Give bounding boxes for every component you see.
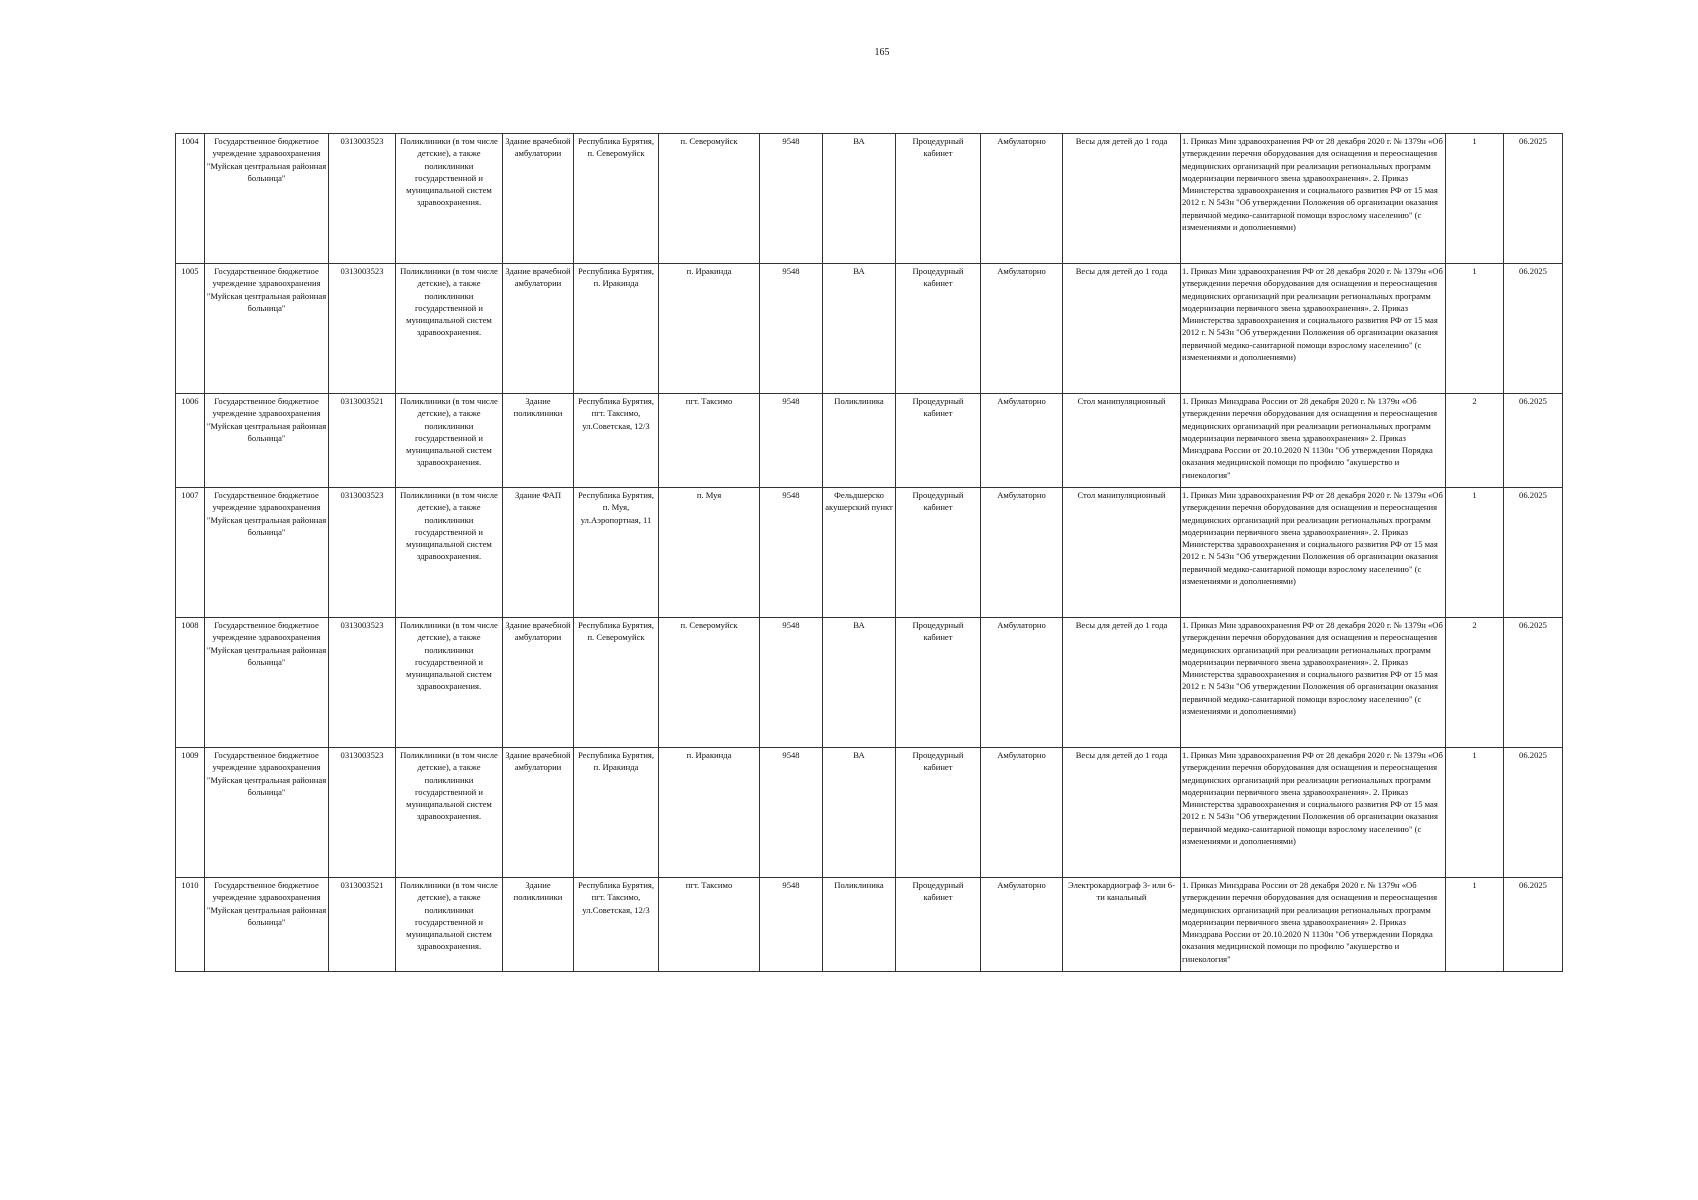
cell-num: 1004 <box>176 134 205 264</box>
cell-settlement: п. Иракинда <box>659 748 760 878</box>
cell-code: 9548 <box>760 264 823 394</box>
cell-inn: 0313003521 <box>329 878 396 972</box>
cell-org: Государственное бюджетное учреждение здравоохранения "Муйская центральная районная больница" <box>205 618 329 748</box>
cell-building: Здание врачебной амбулатории <box>503 748 574 878</box>
table-body <box>176 134 1563 972</box>
cell-room: Процедурный кабинет <box>896 618 981 748</box>
cell-qty: 1 <box>1446 878 1504 972</box>
table-row <box>176 264 1563 394</box>
table-row <box>176 878 1563 972</box>
cell-care: Амбулаторно <box>981 618 1063 748</box>
cell-org: Государственное бюджетное учреждение здравоохранения "Муйская центральная районная больница" <box>205 748 329 878</box>
cell-qty: 1 <box>1446 748 1504 878</box>
cell-address: Республика Бурятия, п. Муя, ул.Аэропортная, 11 <box>574 488 659 618</box>
cell-building: Здание поликлиники <box>503 394 574 488</box>
cell-num: 1008 <box>176 618 205 748</box>
cell-date: 06.2025 <box>1504 134 1563 264</box>
cell-care: Амбулаторно <box>981 134 1063 264</box>
cell-basis: 1. Приказ Мин здравоохранения РФ от 28 декабря 2020 г. № 1379н «Об утверждении перечня оборудования для оснащения и переоснащения медицинских организаций при реализации региональных программ модернизации первичного звена здравоохранения». 2. Приказ Министерства здравоохранения и социального развития РФ от 15 мая 2012 г. N 543н "Об утверждении Положения об организации оказания первичной медико-санитарной помощи взрослому населению" (с изменениями и дополнениями) <box>1181 748 1446 878</box>
cell-address: Республика Бурятия, пгт. Таксимо, ул.Советская, 12/3 <box>574 878 659 972</box>
cell-room: Процедурный кабинет <box>896 748 981 878</box>
cell-qty: 2 <box>1446 394 1504 488</box>
cell-settlement: п. Северомуйск <box>659 134 760 264</box>
cell-profile: Поликлиники (в том числе детские), а также поликлиники государственной и муниципальной систем здравоохранения. <box>396 878 503 972</box>
cell-org: Государственное бюджетное учреждение здравоохранения "Муйская центральная районная больница" <box>205 394 329 488</box>
cell-inn: 0313003523 <box>329 264 396 394</box>
cell-room: Процедурный кабинет <box>896 394 981 488</box>
cell-settlement: пгт. Таксимо <box>659 394 760 488</box>
cell-settlement: п. Муя <box>659 488 760 618</box>
cell-type: ВА <box>823 264 896 394</box>
cell-profile: Поликлиники (в том числе детские), а также поликлиники государственной и муниципальной систем здравоохранения. <box>396 618 503 748</box>
cell-type: Поликлиника <box>823 394 896 488</box>
cell-address: Республика Бурятия, п. Иракинда <box>574 748 659 878</box>
cell-num: 1010 <box>176 878 205 972</box>
cell-type: ВА <box>823 618 896 748</box>
cell-qty: 1 <box>1446 264 1504 394</box>
cell-building: Здание ФАП <box>503 488 574 618</box>
cell-address: Республика Бурятия, п. Северомуйск <box>574 134 659 264</box>
cell-building: Здание врачебной амбулатории <box>503 264 574 394</box>
cell-code: 9548 <box>760 748 823 878</box>
cell-qty: 2 <box>1446 618 1504 748</box>
page-number: 165 <box>874 47 890 58</box>
cell-date: 06.2025 <box>1504 488 1563 618</box>
cell-org: Государственное бюджетное учреждение здравоохранения "Муйская центральная районная больница" <box>205 134 329 264</box>
cell-care: Амбулаторно <box>981 264 1063 394</box>
table-row <box>176 748 1563 878</box>
cell-settlement: п. Иракинда <box>659 264 760 394</box>
cell-basis: 1. Приказ Минздрава России от 28 декабря 2020 г. № 1379н «Об утверждении перечня оборудования для оснащения и переоснащения медицинских организаций при реализации региональных программ модернизации первичного звена здравоохранения» 2. Приказ Минздрава России от 20.10.2020 N 1130н "Об утверждении Порядка оказания медицинской помощи по профилю "акушерство и гинекология" <box>1181 394 1446 488</box>
cell-room: Процедурный кабинет <box>896 264 981 394</box>
cell-code: 9548 <box>760 134 823 264</box>
cell-inn: 0313003523 <box>329 748 396 878</box>
cell-date: 06.2025 <box>1504 748 1563 878</box>
cell-care: Амбулаторно <box>981 748 1063 878</box>
cell-room: Процедурный кабинет <box>896 134 981 264</box>
table-row <box>176 394 1563 488</box>
cell-settlement: пгт. Таксимо <box>659 878 760 972</box>
cell-equipment: Весы для детей до 1 года <box>1063 748 1181 878</box>
cell-date: 06.2025 <box>1504 264 1563 394</box>
cell-type: Поликлиника <box>823 878 896 972</box>
cell-basis: 1. Приказ Мин здравоохранения РФ от 28 декабря 2020 г. № 1379н «Об утверждении перечня оборудования для оснащения и переоснащения медицинских организаций при реализации региональных программ модернизации первичного звена здравоохранения». 2. Приказ Министерства здравоохранения и социального развития РФ от 15 мая 2012 г. N 543н "Об утверждении Положения об организации оказания первичной медико-санитарной помощи взрослому населению" (с изменениями и дополнениями) <box>1181 264 1446 394</box>
cell-date: 06.2025 <box>1504 394 1563 488</box>
cell-org: Государственное бюджетное учреждение здравоохранения "Муйская центральная районная больница" <box>205 264 329 394</box>
cell-equipment: Электрокардиограф 3- или 6-ти канальный <box>1063 878 1181 972</box>
cell-room: Процедурный кабинет <box>896 878 981 972</box>
cell-profile: Поликлиники (в том числе детские), а также поликлиники государственной и муниципальной систем здравоохранения. <box>396 488 503 618</box>
cell-code: 9548 <box>760 488 823 618</box>
cell-room: Процедурный кабинет <box>896 488 981 618</box>
cell-org: Государственное бюджетное учреждение здравоохранения "Муйская центральная районная больница" <box>205 488 329 618</box>
cell-inn: 0313003523 <box>329 488 396 618</box>
cell-num: 1006 <box>176 394 205 488</box>
cell-qty: 1 <box>1446 134 1504 264</box>
cell-equipment: Весы для детей до 1 года <box>1063 134 1181 264</box>
cell-building: Здание врачебной амбулатории <box>503 134 574 264</box>
cell-equipment: Весы для детей до 1 года <box>1063 618 1181 748</box>
cell-address: Республика Бурятия, п. Иракинда <box>574 264 659 394</box>
cell-date: 06.2025 <box>1504 618 1563 748</box>
cell-code: 9548 <box>760 618 823 748</box>
cell-equipment: Стол манипуляционный <box>1063 488 1181 618</box>
cell-code: 9548 <box>760 878 823 972</box>
cell-care: Амбулаторно <box>981 878 1063 972</box>
cell-profile: Поликлиники (в том числе детские), а также поликлиники государственной и муниципальной систем здравоохранения. <box>396 134 503 264</box>
cell-equipment: Весы для детей до 1 года <box>1063 264 1181 394</box>
cell-num: 1007 <box>176 488 205 618</box>
cell-org: Государственное бюджетное учреждение здравоохранения "Муйская центральная районная больница" <box>205 878 329 972</box>
cell-equipment: Стол манипуляционный <box>1063 394 1181 488</box>
cell-type: Фельдшерско акушерский пункт <box>823 488 896 618</box>
cell-code: 9548 <box>760 394 823 488</box>
cell-profile: Поликлиники (в том числе детские), а также поликлиники государственной и муниципальной систем здравоохранения. <box>396 748 503 878</box>
cell-profile: Поликлиники (в том числе детские), а также поликлиники государственной и муниципальной систем здравоохранения. <box>396 394 503 488</box>
cell-basis: 1. Приказ Мин здравоохранения РФ от 28 декабря 2020 г. № 1379н «Об утверждении перечня оборудования для оснащения и переоснащения медицинских организаций при реализации региональных программ модернизации первичного звена здравоохранения». 2. Приказ Министерства здравоохранения и социального развития РФ от 15 мая 2012 г. N 543н "Об утверждении Положения об организации оказания первичной медико-санитарной помощи взрослому населению" (с изменениями и дополнениями) <box>1181 618 1446 748</box>
cell-num: 1005 <box>176 264 205 394</box>
table-row <box>176 618 1563 748</box>
cell-care: Амбулаторно <box>981 394 1063 488</box>
cell-basis: 1. Приказ Мин здравоохранения РФ от 28 декабря 2020 г. № 1379н «Об утверждении перечня оборудования для оснащения и переоснащения медицинских организаций при реализации региональных программ модернизации первичного звена здравоохранения». 2. Приказ Министерства здравоохранения и социального развития РФ от 15 мая 2012 г. N 543н "Об утверждении Положения об организации оказания первичной медико-санитарной помощи взрослому населению" (с изменениями и дополнениями) <box>1181 134 1446 264</box>
cell-building: Здание поликлиники <box>503 878 574 972</box>
cell-profile: Поликлиники (в том числе детские), а также поликлиники государственной и муниципальной систем здравоохранения. <box>396 264 503 394</box>
cell-basis: 1. Приказ Минздрава России от 28 декабря 2020 г. № 1379н «Об утверждении перечня оборудования для оснащения и переоснащения медицинских организаций при реализации региональных программ модернизации первичного звена здравоохранения» 2. Приказ Минздрава России от 20.10.2020 N 1130н "Об утверждении Порядка оказания медицинской помощи по профилю "акушерство и гинекология" <box>1181 878 1446 972</box>
cell-num: 1009 <box>176 748 205 878</box>
cell-address: Республика Бурятия, п. Северомуйск <box>574 618 659 748</box>
cell-inn: 0313003523 <box>329 618 396 748</box>
cell-type: ВА <box>823 748 896 878</box>
cell-qty: 1 <box>1446 488 1504 618</box>
table-row <box>176 488 1563 618</box>
cell-address: Республика Бурятия, пгт. Таксимо, ул.Советская, 12/3 <box>574 394 659 488</box>
cell-care: Амбулаторно <box>981 488 1063 618</box>
equipment-table <box>175 133 1563 972</box>
cell-settlement: п. Северомуйск <box>659 618 760 748</box>
cell-basis: 1. Приказ Мин здравоохранения РФ от 28 декабря 2020 г. № 1379н «Об утверждении перечня оборудования для оснащения и переоснащения медицинских организаций при реализации региональных программ модернизации первичного звена здравоохранения». 2. Приказ Министерства здравоохранения и социального развития РФ от 15 мая 2012 г. N 543н "Об утверждении Положения об организации оказания первичной медико-санитарной помощи взрослому населению" (с изменениями и дополнениями) <box>1181 488 1446 618</box>
cell-type: ВА <box>823 134 896 264</box>
cell-inn: 0313003521 <box>329 394 396 488</box>
table-row <box>176 134 1563 264</box>
cell-date: 06.2025 <box>1504 878 1563 972</box>
cell-inn: 0313003523 <box>329 134 396 264</box>
cell-building: Здание врачебной амбулатории <box>503 618 574 748</box>
